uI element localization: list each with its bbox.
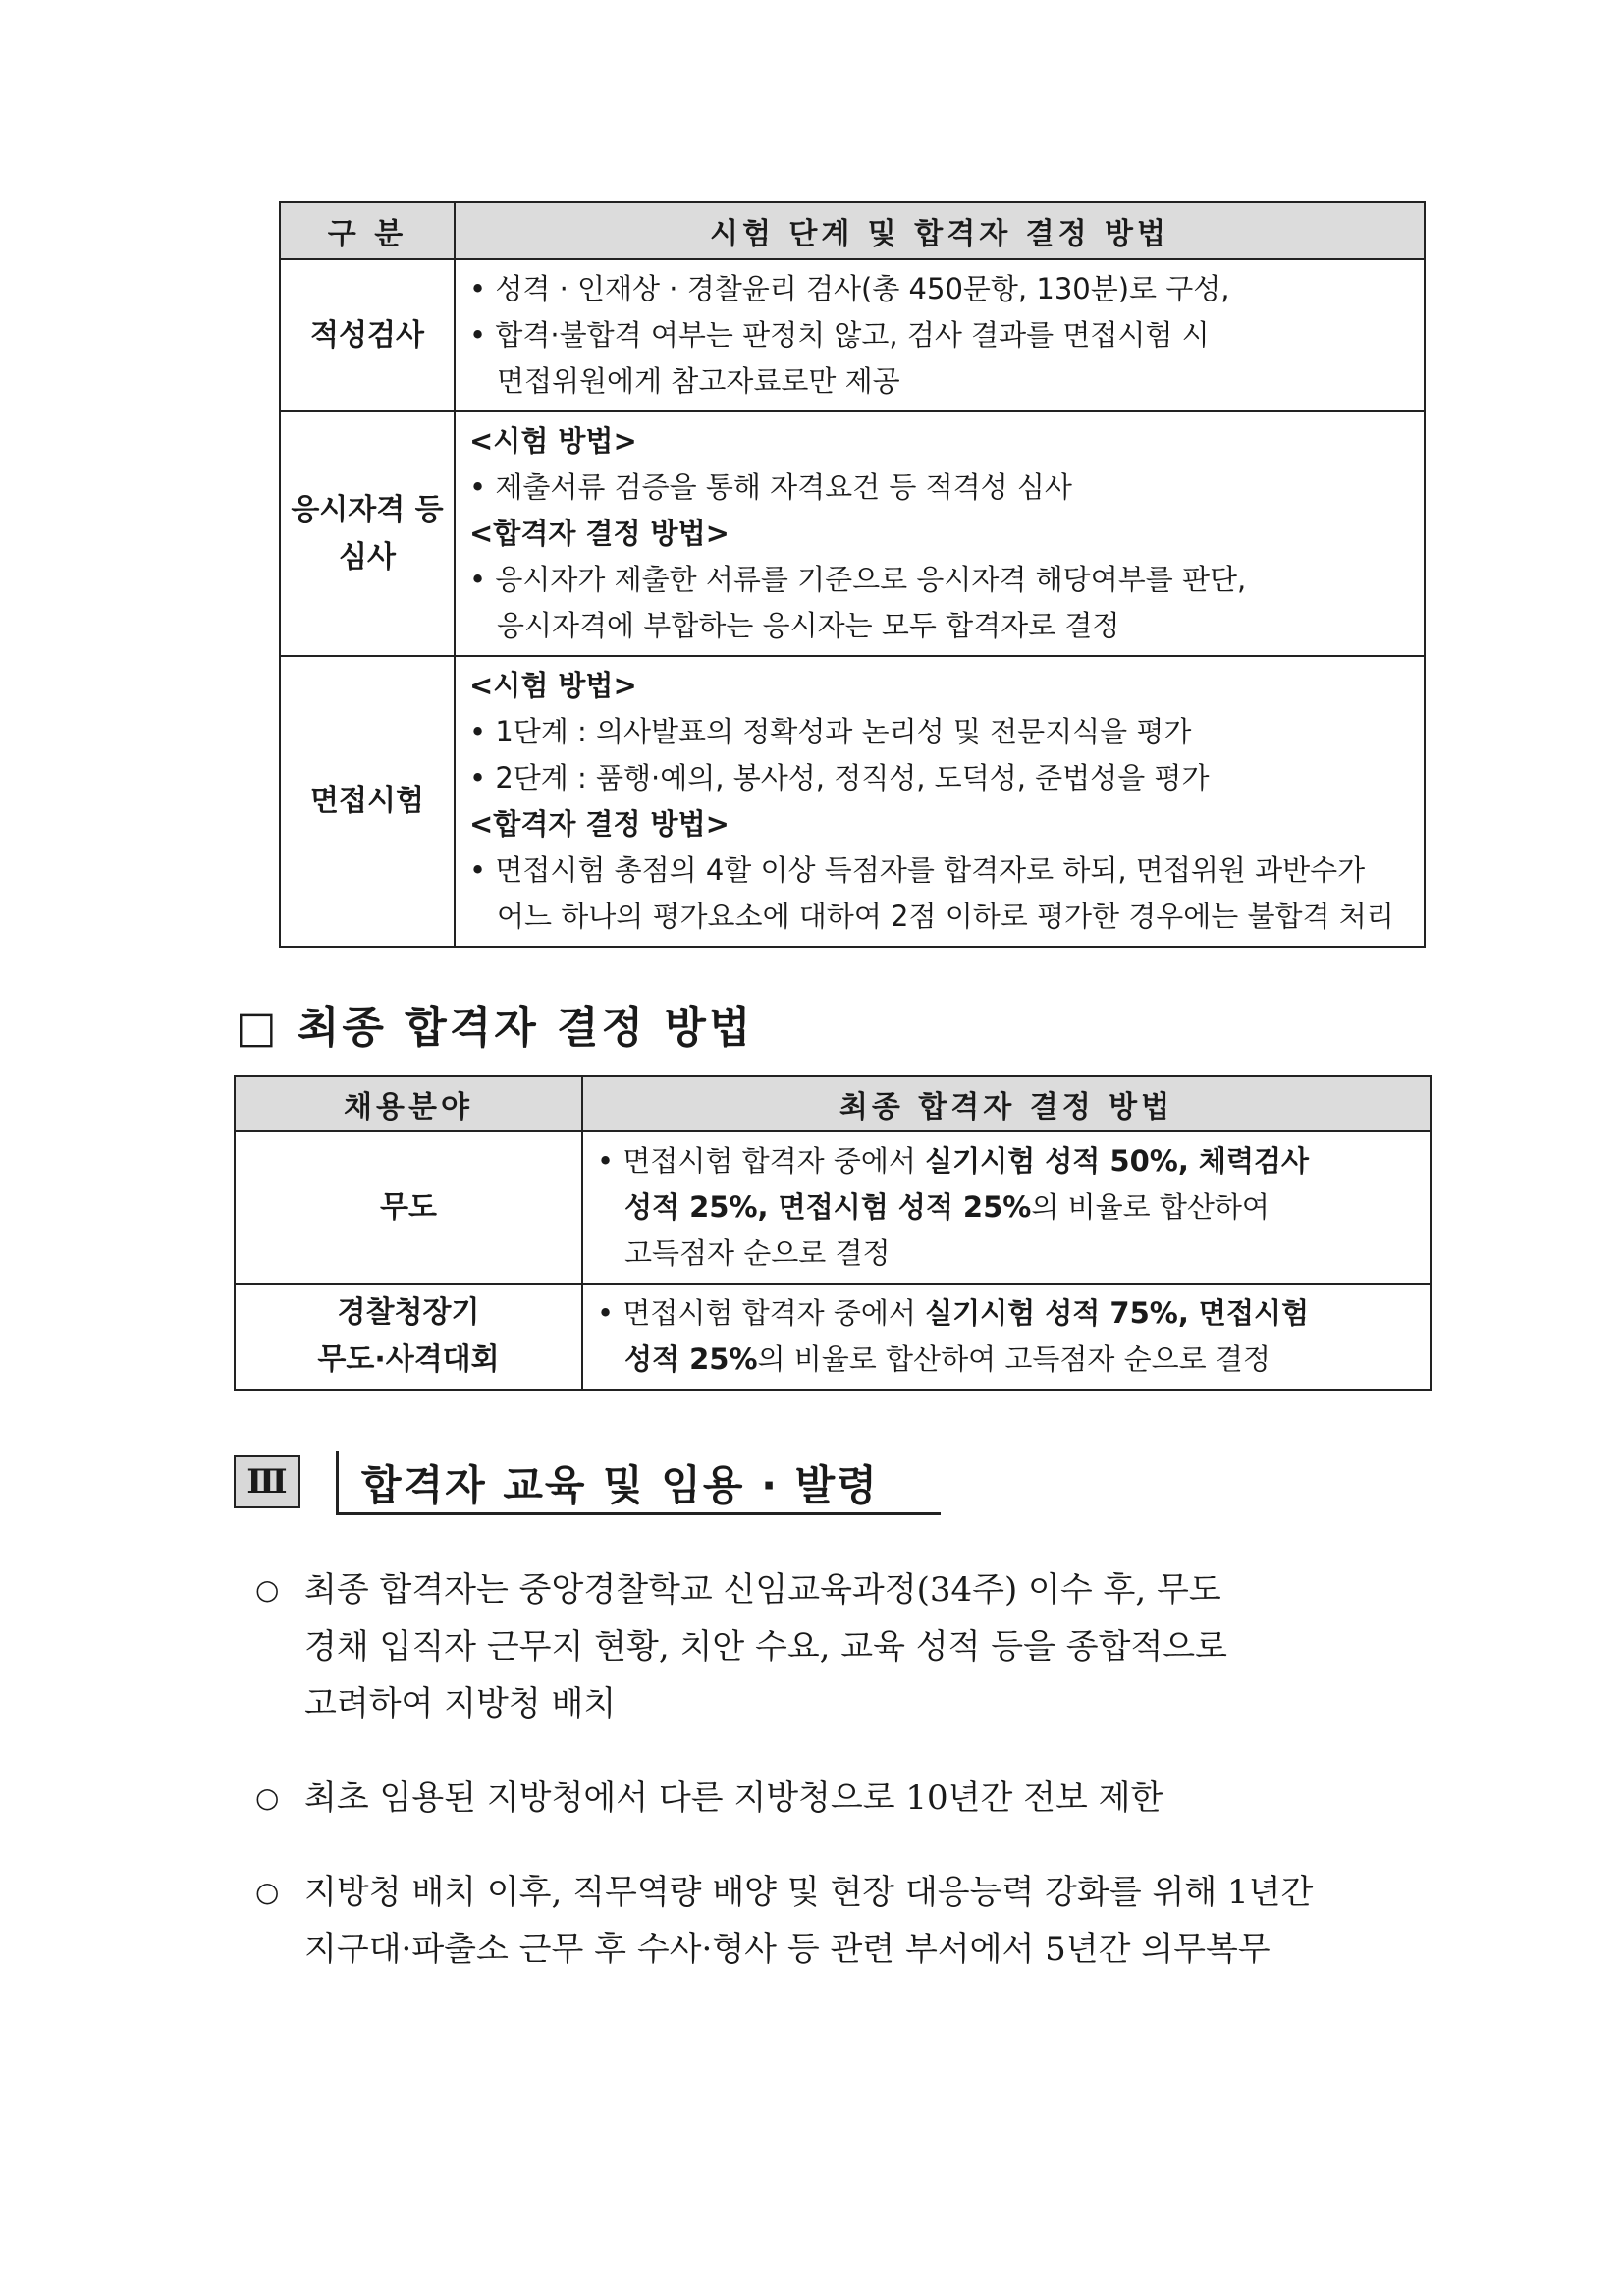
row-category [280,259,455,411]
content-line: • 1단계 : 의사발표의 정확성과 논리성 및 전문지식을 평가 [469,715,1192,748]
bullet-line: 지방청 배치 이후, 직무역량 배양 및 현장 대응능력 강화를 위해 1년간 [304,1873,1314,1912]
category-line: 경찰청장기 [337,1295,480,1330]
category-line: 적성검사 [310,317,424,353]
row-content [455,259,1425,411]
category-line: 심사 [339,539,396,574]
text-segment: • 면접시험 합격자 중에서 [597,1144,926,1177]
content-line: 응시자격에 부합하는 응시자는 모두 합격자로 결정 [497,609,1120,642]
text-segment: • 면접시험 합격자 중에서 [597,1296,926,1330]
row-content [455,411,1425,656]
table-row [235,1131,1431,1284]
bullet-line: 최종 합격자는 중앙경찰학교 신임교육과정(34주) 이수 후, 무도 [304,1570,1221,1610]
content-line: 어느 하나의 평가요소에 대하여 2점 이하로 평가한 경우에는 불합격 처리 [497,900,1394,933]
content-line [597,1230,1420,1277]
bullet-line: 경채 입직자 근무지 현황, 치안 수요, 교육 성적 등을 종합적으로 [304,1627,1227,1667]
text-segment: 실기시험 성적 75%, 면접시험 [925,1296,1309,1330]
content-line [597,1337,1420,1383]
exam-stages-table [279,201,1426,948]
section-title-final-pass: □ 최종 합격자 결정 방법 [236,1003,754,1053]
category-line: 무도 [380,1189,437,1225]
bullet-item [255,1561,1434,1732]
text-segment: 의 비율로 합산하여 [1031,1190,1270,1224]
training-bullet-list [255,1561,1434,2015]
content-line: <시험 방법> [469,669,637,702]
content-line: <합격자 결정 방법> [469,807,730,841]
content-line: • 합격·불합격 여부는 판정치 않고, 검사 결과를 면접시험 시 [469,318,1210,352]
category-line: 면접시험 [310,784,424,818]
row-content [582,1284,1431,1390]
text-segment: 성적 25% [624,1342,758,1376]
table-row [235,1284,1431,1390]
content-line: • 2단계 : 품행·예의, 봉사성, 정직성, 도덕성, 준법성을 평가 [469,761,1210,794]
bullet-item [255,1770,1434,1827]
content-line: • 성격 · 인재상 · 경찰윤리 검사(총 450문항, 130분)로 구성, [469,272,1230,305]
content-line: • 면접시험 총점의 4할 이상 득점자를 합격자로 하되, 면접위원 과반수가 [469,853,1366,887]
section-heading-training [234,1451,941,1520]
content-line: • 제출서류 검증을 통해 자격요건 등 적격성 심사 [469,470,1072,504]
content-line: <합격자 결정 방법> [469,517,730,550]
content-line [597,1138,1420,1184]
content-line: • 응시자가 제출한 서류를 기준으로 응시자격 해당여부를 판단, [469,563,1247,596]
row-category [280,411,455,656]
row-content [455,656,1425,947]
table-header-row [235,1076,1431,1131]
table-row [280,656,1425,947]
bullet-line: 고려하여 지방청 배치 [304,1684,617,1723]
content-line: 면접위원에게 참고자료로만 제공 [497,364,900,398]
text-segment: 실기시험 성적 50%, 체력검사 [925,1144,1309,1177]
header-category: 구 분 [280,202,455,259]
table-row [280,259,1425,411]
bullet-circle-icon: ○ [255,1573,280,1606]
table-row [280,411,1425,656]
heading-divider [336,1451,339,1514]
content-line [597,1184,1420,1230]
table-header-row [280,202,1425,259]
content-line: <시험 방법> [469,424,637,458]
heading-underline [336,1512,941,1515]
bullet-circle-icon: ○ [255,1876,280,1908]
header-final-method: 최종 합격자 결정 방법 [582,1076,1431,1131]
text-segment: 의 비율로 합산하여 고득점자 순으로 결정 [757,1342,1271,1376]
section-number-box: Ⅲ [234,1455,300,1508]
row-category [280,656,455,947]
row-category [235,1131,582,1284]
bullet-line: 최초 임용된 지방청에서 다른 지방청으로 10년간 전보 제한 [304,1778,1163,1818]
row-category [235,1284,582,1390]
text-segment: 고득점자 순으로 결정 [624,1236,891,1270]
category-line: 무도·사격대회 [317,1342,500,1377]
bullet-item [255,1864,1434,1978]
section-title-training: 합격자 교육 및 임용 · 발령 [361,1461,879,1509]
row-content [582,1131,1431,1284]
category-line: 응시자격 등 [291,492,444,527]
header-field: 채용분야 [235,1076,582,1131]
final-pass-table [234,1075,1432,1391]
bullet-circle-icon: ○ [255,1781,280,1814]
content-line [597,1290,1420,1337]
bullet-line: 지구대·파출소 근무 후 수사·형사 등 관련 부서에서 5년간 의무복무 [304,1930,1271,1969]
header-method: 시험 단계 및 합격자 결정 방법 [455,202,1425,259]
text-segment: 성적 25%, 면접시험 성적 25% [624,1190,1032,1224]
